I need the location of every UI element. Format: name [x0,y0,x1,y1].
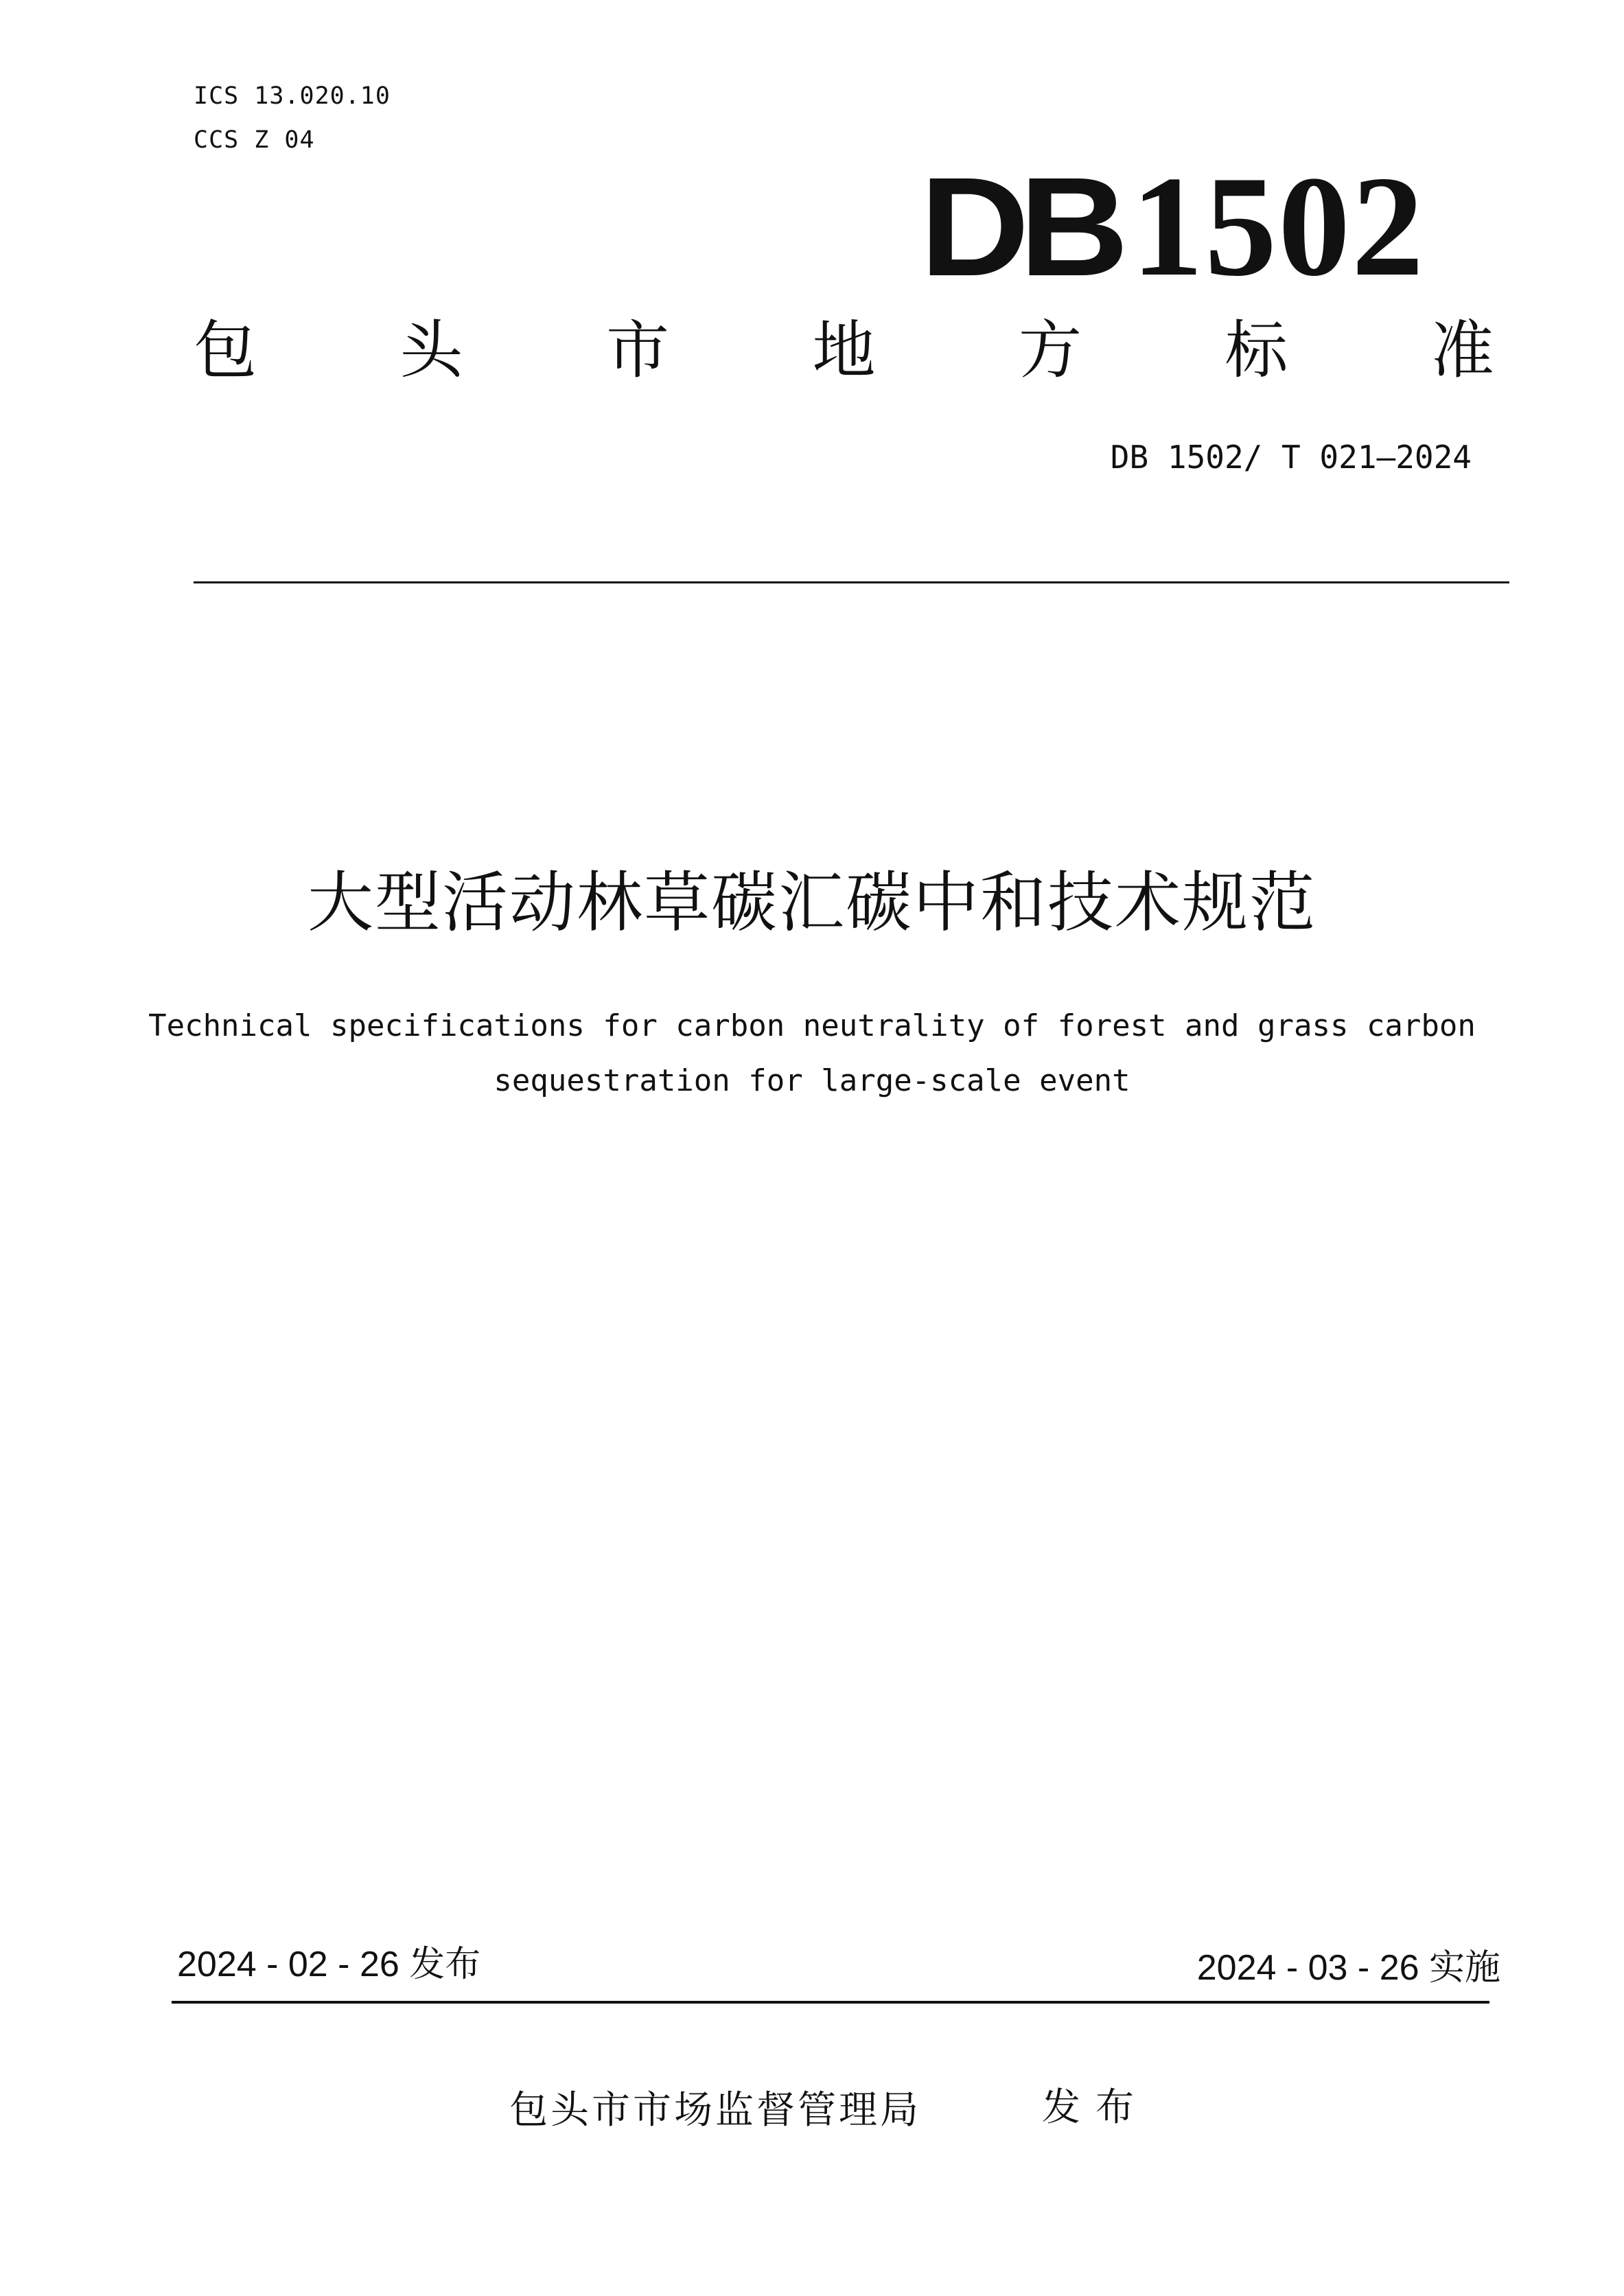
standard-type-char: 方 [1018,314,1082,387]
issue-word: 发布 [1042,2085,1149,2130]
title-en-line: Technical specifications for carbon neutrality of forest and grass carbon [148,1008,1476,1043]
document-title-zh: 大型活动林草碳汇碳中和技术规范 [308,864,1316,941]
ics-code: ICS 13.020.10 [194,82,391,110]
issued-date-block [177,1943,480,1986]
issued-label: 发布 [409,1945,481,1984]
issuing-authority: 包头市市场监督管理局 [509,2088,921,2133]
issued-date: 2024 - 02 - 26 [177,1945,399,1984]
document-title-en [137,999,1487,1109]
standard-type-char: 地 [812,314,876,387]
title-en-line: sequestration for large-scale event [494,1063,1130,1098]
standard-type-char: 头 [399,314,463,387]
bottom-divider [172,2001,1489,2004]
standard-type-char: 准 [1430,314,1494,387]
standard-type-char: 包 [194,314,257,387]
logo-number: 1502 [1131,147,1426,306]
standard-type [194,313,1494,389]
logo-letters: DB [920,148,1119,305]
ccs-code: CCS Z 04 [194,126,315,154]
effective-label: 实施 [1428,1948,1500,1988]
effective-date: 2024 - 03 - 26 [1196,1948,1419,1988]
effective-date-block [1197,1946,1500,1990]
standard-type-char: 标 [1225,314,1288,387]
top-divider [194,581,1509,583]
standard-number: DB 1502/ T 021—2024 [1110,439,1472,476]
standard-type-char: 市 [605,314,669,387]
standard-logo [920,147,1426,306]
